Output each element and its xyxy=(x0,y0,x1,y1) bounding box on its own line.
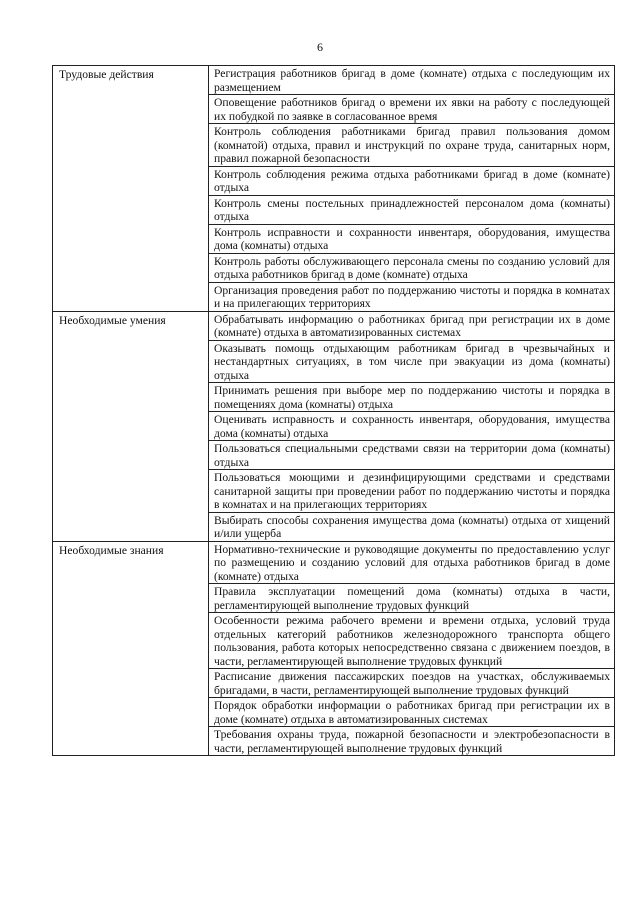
section-item: Оказывать помощь отдыхающим работникам бригад в чрезвычайных и нестандартных ситуациях, в том числе при эвакуации из дома (комнаты) отдыха xyxy=(209,340,615,383)
table-row xyxy=(53,66,615,95)
section-item: Порядок обработки информации о работниках бригад при регистрации их в доме (комнате) отдыха в автоматизированных системах xyxy=(209,698,615,727)
section-item: Контроль исправности и сохранности инвентаря, оборудования, имущества дома (комнаты) отдыха xyxy=(209,224,615,253)
section-item: Оценивать исправность и сохранность инвентаря, оборудования, имущества дома (комнаты) отдыха xyxy=(209,412,615,441)
table-row xyxy=(53,311,615,340)
section-label: Необходимые умения xyxy=(53,311,209,541)
section-item: Особенности режима рабочего времени и времени отдыха, условий труда отдельных категорий работников железнодорожного транспорта общего пользования, работа которых непосредственно связана с движением поездов, в части, регламентирующей выполнение трудовых функций xyxy=(209,613,615,669)
section-item: Расписание движения пассажирских поездов на участках, обслуживаемых бригадами, в части, регламентирующей выполнение трудовых функций xyxy=(209,669,615,698)
section-item: Пользоваться моющими и дезинфицирующими средствами и средствами санитарной защиты при проведении работ по поддержанию чистоты и порядка в комнатах и на прилегающих территориях xyxy=(209,470,615,513)
section-item: Контроль смены постельных принадлежностей персоналом дома (комнаты) отдыха xyxy=(209,195,615,224)
section-item: Регистрация работников бригад в доме (комнате) отдыха с последующим их размещением xyxy=(209,66,615,95)
section-item: Обрабатывать информацию о работниках бригад при регистрации их в доме (комнате) отдыха в автоматизированных системах xyxy=(209,311,615,340)
section-item: Правила эксплуатации помещений дома (комнаты) отдыха в части, регламентирующей выполнение трудовых функций xyxy=(209,584,615,613)
section-item: Контроль соблюдения режима отдыха работниками бригад в доме (комнате) отдыха xyxy=(209,166,615,195)
requirements-table xyxy=(52,65,615,756)
section-item: Нормативно-технические и руководящие документы по предоставлению услуг по размещению и созданию условий для отдыха работников бригад в доме (комнате) отдыха xyxy=(209,541,615,584)
section-item: Организация проведения работ по поддержанию чистоты и порядка в комнатах и на прилегающих территориях xyxy=(209,282,615,311)
section-item: Требования охраны труда, пожарной безопасности и электробезопасности в части, регламентирующей выполнение трудовых функций xyxy=(209,727,615,756)
section-label: Необходимые знания xyxy=(53,541,209,756)
section-item: Пользоваться специальными средствами связи на территории дома (комнаты) отдыха xyxy=(209,441,615,470)
section-item: Контроль работы обслуживающего персонала смены по созданию условий для отдыха работников бригад в доме (комнате) отдыха xyxy=(209,253,615,282)
section-item: Оповещение работников бригад о времени их явки на работу с последующей их побудкой по заявке в согласованное время xyxy=(209,95,615,124)
section-label: Трудовые действия xyxy=(53,66,209,312)
section-item: Контроль соблюдения работниками бригад правил пользования домом (комнатой) отдыха, правил и инструкций по охране труда, санитарных норм, правил пожарной безопасности xyxy=(209,124,615,167)
page-number: 6 xyxy=(317,40,323,54)
section-item: Принимать решения при выборе мер по поддержанию чистоты и порядка в помещениях дома (комнаты) отдыха xyxy=(209,383,615,412)
requirements-table-body xyxy=(53,66,615,756)
section-item: Выбирать способы сохранения имущества дома (комнаты) отдыха от хищений и/или ущерба xyxy=(209,512,615,541)
table-row xyxy=(53,541,615,584)
